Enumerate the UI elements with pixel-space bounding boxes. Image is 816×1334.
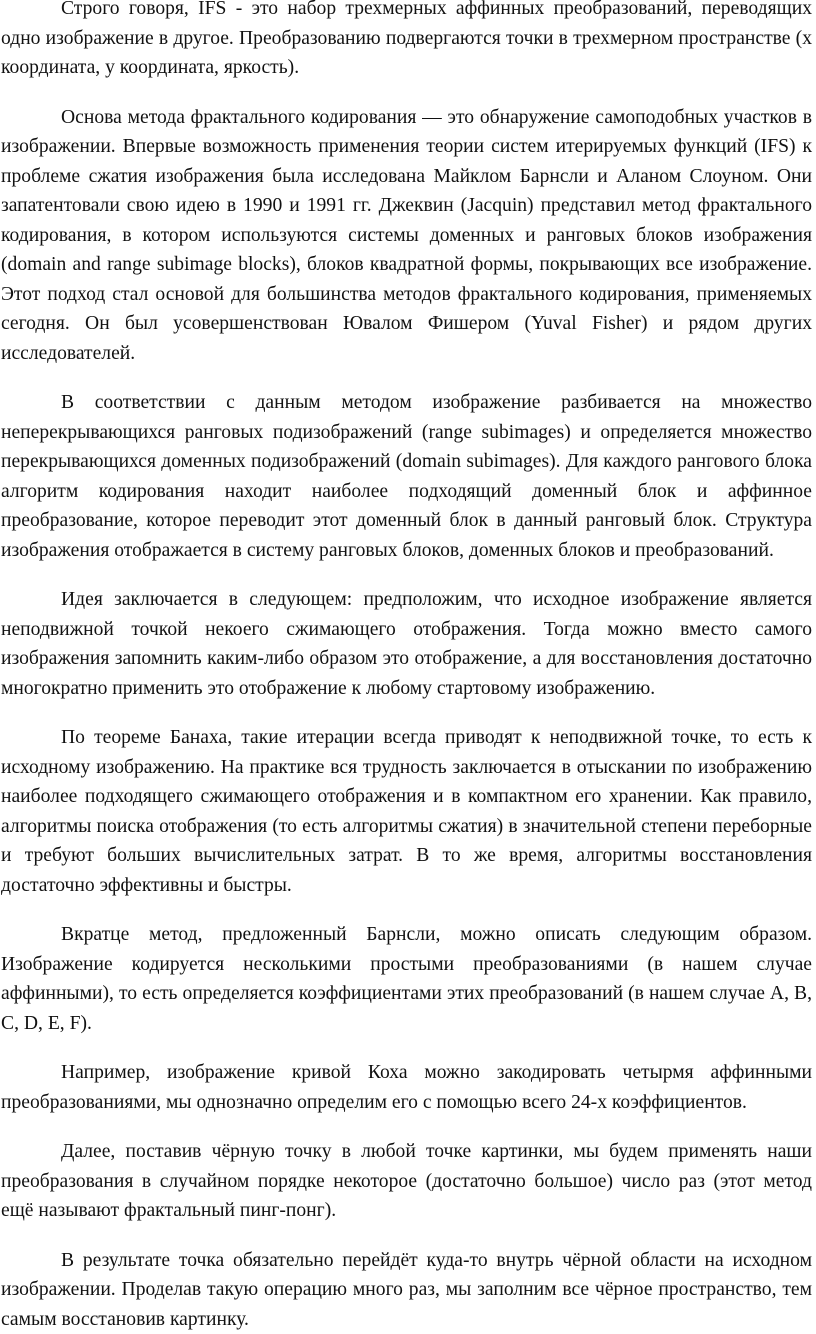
paragraph-range-domain-blocks: В соответствии с данным методом изображение разбивается на множество неперекрывающихся ранговых подизображений (range subimages) и определяется множество перекрывающихся доменных подизображений (domain subimages). Для каждого рангового блока алгоритм кодирования находит наиболее подходящий доменный блок и аффинное преобразование, которое переводит этот доменный блок в данный ранговый блок. Структура изображения отображается в систему ранговых блоков, доменных блоков и преобразований. xyxy=(1,388,812,565)
paragraph-fixed-point-idea: Идея заключается в следующем: предположим, что исходное изображение является неподвижной точкой некоего сжимающего отображения. Тогда можно вместо самого изображения запомнить каким-либо образом это отображение, а для восстановления достаточно многократно применить это отображение к любому стартовому изображению. xyxy=(1,585,812,703)
paragraph-barnsley-method: Вкратце метод, предложенный Барнсли, можно описать следующим образом. Изображение кодируется несколькими простыми преобразованиями (в нашем случае аффинными), то есть определяется коэффициентами этих преобразований (в нашем случае A, B, C, D, E, F). xyxy=(1,920,812,1038)
paragraph-result: В результате точка обязательно перейдёт куда-то внутрь чёрной области на исходном изображении. Проделав такую операцию много раз, мы заполним все чёрное пространство, тем самым восстановив картинку. xyxy=(1,1246,812,1334)
paragraph-fractal-coding-basis: Основа метода фрактального кодирования — это обнаружение самоподобных участков в изображении. Впервые возможность применения теории систем итерируемых функций (IFS) к проблеме сжатия изображения была исследована Майклом Барнсли и Аланом Слоуном. Они запатентовали свою идею в 1990 и 1991 гг. Джеквин (Jacquin) представил метод фрактального кодирования, в котором используются системы доменных и ранговых блоков изображения (domain and range subimage blocks), блоков квадратной формы, покрывающих все изображение. Этот подход стал основой для большинства методов фрактального кодирования, применяемых сегодня. Он был усовершенствован Ювалом Фишером (Yuval Fisher) и рядом других исследователей. xyxy=(1,103,812,369)
paragraph-ifs-definition: Строго говоря, IFS - это набор трехмерных аффинных преобразований, переводящих одно изображение в другое. Преобразованию подвергаются точки в трехмерном пространстве (х координата, у координата, яркость). xyxy=(1,0,812,83)
paragraph-koch-curve: Например, изображение кривой Коха можно закодировать четырмя аффинными преобразованиями, мы однозначно определим его с помощью всего 24-х коэффициентов. xyxy=(1,1058,812,1117)
paragraph-ping-pong: Далее, поставив чёрную точку в любой точке картинки, мы будем применять наши преобразования в случайном порядке некоторое (достаточно большое) число раз (этот метод ещё называют фрактальный пинг-понг). xyxy=(1,1137,812,1226)
paragraph-banach-theorem: По теореме Банаха, такие итерации всегда приводят к неподвижной точке, то есть к исходному изображению. На практике вся трудность заключается в отыскании по изображению наиболее подходящего сжимающего отображения и в компактном его хранении. Как правило, алгоритмы поиска отображения (то есть алгоритмы сжатия) в значительной степени переборные и требуют больших вычислительных затрат. В то же время, алгоритмы восстановления достаточно эффективны и быстры. xyxy=(1,723,812,900)
